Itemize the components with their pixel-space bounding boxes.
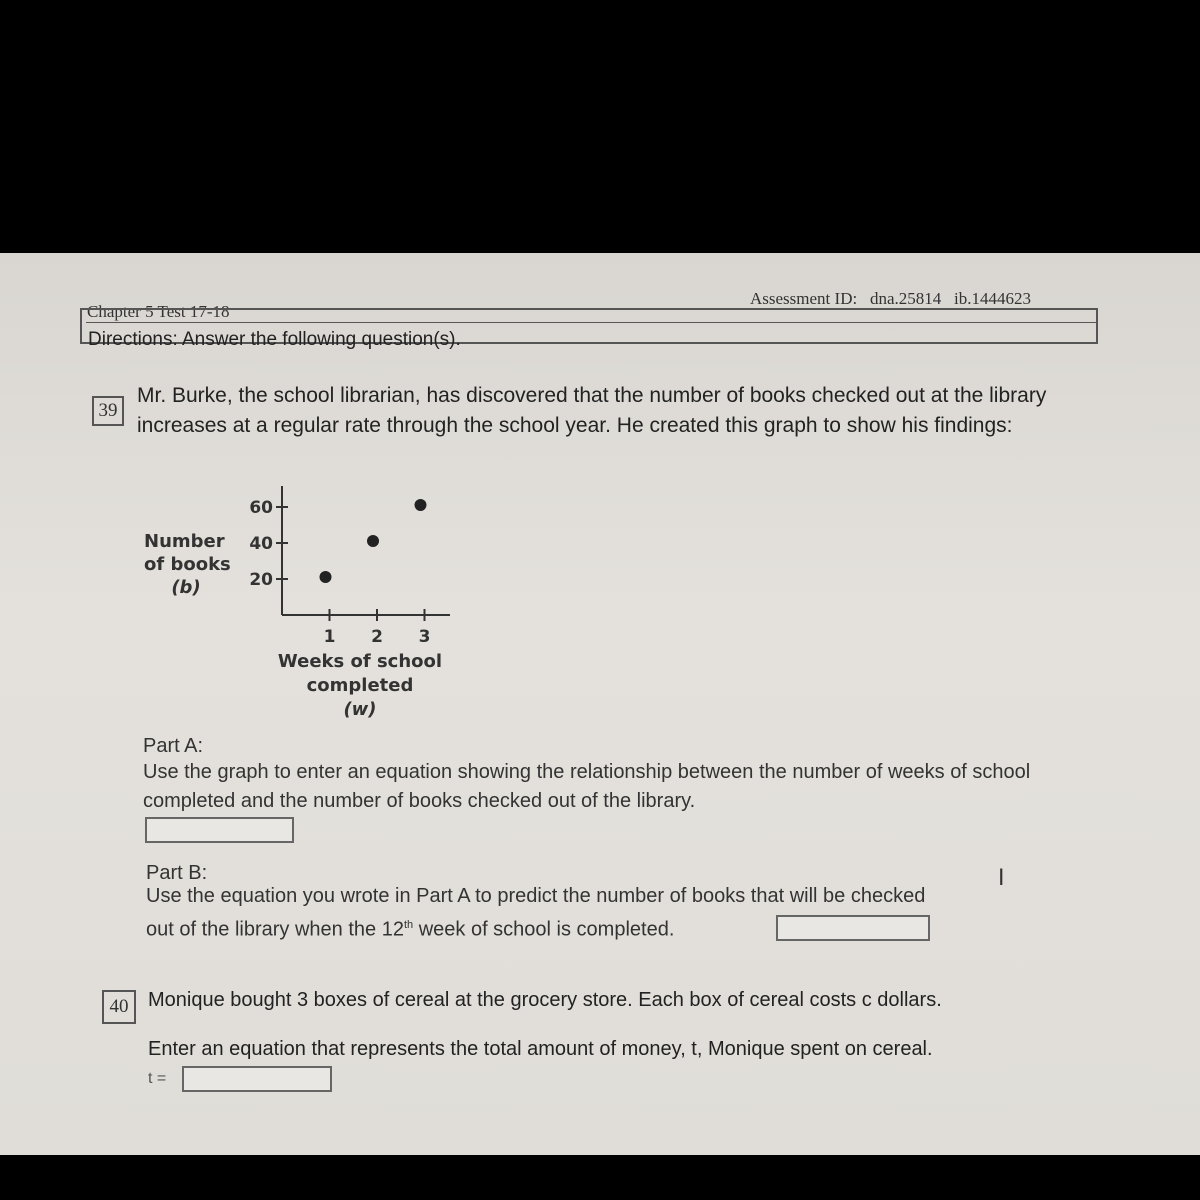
question-40-instruction: Enter an equation that represents the total amount of money, t, Monique spent on cereal. xyxy=(148,1038,933,1060)
part-b-title: Part B: xyxy=(146,862,208,884)
part-b-answer-input[interactable] xyxy=(776,915,930,941)
x-tick-label-2: 2 xyxy=(371,627,383,647)
x-label-line1: Weeks of school xyxy=(277,651,443,672)
x-tick-label-1: 1 xyxy=(323,627,336,647)
x-label-line2: completed xyxy=(306,675,414,696)
question-number-39: 39 xyxy=(92,396,124,426)
q40-answer-input[interactable] xyxy=(182,1066,332,1092)
y-tick-label-60: 60 xyxy=(249,498,273,518)
y-label-line2: of books xyxy=(144,554,231,575)
books-chart xyxy=(130,480,470,730)
q40-answer-prefix: t = xyxy=(148,1070,167,1087)
question-number-40: 40 xyxy=(102,990,136,1024)
assessment-id xyxy=(750,289,1031,309)
part-b-text xyxy=(146,882,1106,945)
x-tick-label-3: 3 xyxy=(418,627,431,647)
chart-x-label xyxy=(270,650,450,722)
data-point-week-1 xyxy=(320,571,332,583)
assessment-label: Assessment ID: xyxy=(750,289,858,308)
chapter-title: Chapter 5 Test 17-18 xyxy=(87,302,230,321)
assessment-id-dna: dna.25814 xyxy=(869,289,942,308)
assessment-id-ib: ib.1444623 xyxy=(954,289,1031,308)
x-label-var: (w) xyxy=(343,699,377,720)
y-label-var: (b) xyxy=(171,577,201,598)
question-40-prompt: Monique bought 3 boxes of cereal at the grocery store. Each box of cereal costs c dollars. xyxy=(148,989,942,1011)
text-cursor-icon: I xyxy=(998,866,1005,891)
data-point-week-3 xyxy=(415,499,427,511)
part-b-line2a: out of the library when the 12 xyxy=(146,918,404,941)
directions-text: Directions: Answer the following question(s). xyxy=(88,329,461,350)
part-b-line1: Use the equation you wrote in Part A to predict the number of books that will be checked xyxy=(146,885,926,907)
part-a-answer-input[interactable] xyxy=(145,817,294,843)
y-tick-label-40: 40 xyxy=(249,534,273,554)
y-tick-label-20: 20 xyxy=(249,570,273,590)
part-b-sup: th xyxy=(403,919,414,931)
part-a-text: Use the graph to enter an equation showing the relationship between the number of weeks of school completed and the number of books checked out of the library. xyxy=(143,761,1031,812)
part-b-line2b: week of school is completed. xyxy=(413,918,675,941)
y-label-line1: Number xyxy=(144,531,225,552)
question-39-prompt: Mr. Burke, the school librarian, has discovered that the number of books checked out at the library increases at a regular rate through the school year. He created this graph to show his findings: xyxy=(137,384,1047,437)
data-point-week-2 xyxy=(367,535,379,547)
part-a-title: Part A: xyxy=(143,735,204,757)
